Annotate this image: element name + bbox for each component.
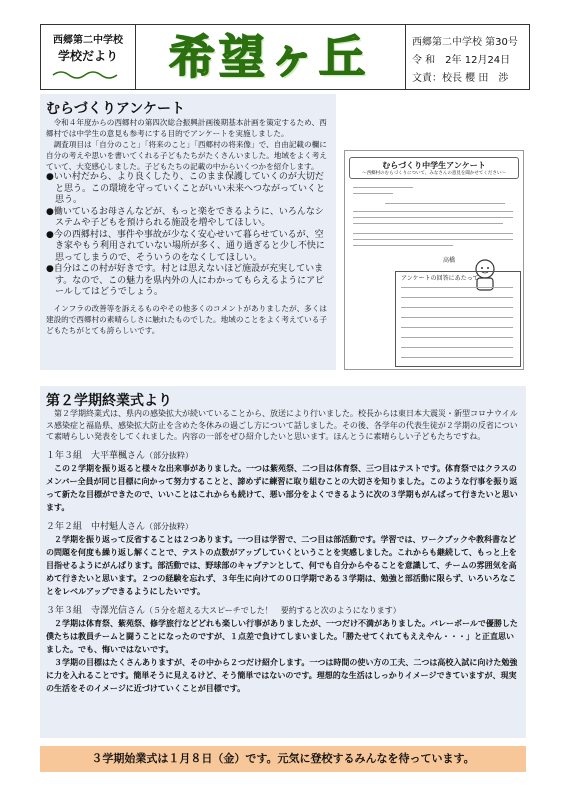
speech-note: （部分抜粋） <box>145 521 194 531</box>
speech-3-heading <box>46 605 520 617</box>
survey-heading: むらづくりアンケート <box>46 101 186 117</box>
survey-body <box>46 117 332 336</box>
issue-number: 西郷第二中学校 第30号 <box>412 37 518 48</box>
issue-date: 令 和 2年 12月24日 <box>412 55 511 66</box>
speech-3-text-2: ３学期の目標はたくさんありますが、その中から２つだけ紹介します。一つは時間の使い方の工夫、二つは高校入試に向けた勉強に力を入れることです。簡単そうに見えるけど、そう簡単ではないのです。理想的な生活はしっかりイメージできていますが、現実の生活をそのイメージに近づけていくことが目標です。 <box>46 657 518 693</box>
questionnaire-answer-box <box>395 271 521 367</box>
survey-bullet: ●働いているお母さんなどが、もっと楽をできるように、いろんなシステムや子どもを預けられる施設を増やしてほしい。 <box>46 206 324 228</box>
questionnaire-title-box <box>349 157 519 179</box>
issue-author: 文責：校長 櫻 田 渉 <box>412 73 509 84</box>
survey-bullet: ●今の西郷村は、事件や事故が少なく安心せいて暮らせているが、空き家やもう利用されていない場所が多く、通り過ぎると少し不快に思ってしまうので、そういうのをなくしてほしい。 <box>46 229 325 263</box>
survey-section <box>40 94 336 370</box>
speech-1-heading <box>46 450 520 462</box>
questionnaire-image <box>344 150 524 370</box>
questionnaire-signature: 高橋 <box>443 257 456 264</box>
speech-2-heading <box>46 521 520 533</box>
newsletter-title: 希望ヶ丘 <box>169 30 369 84</box>
ceremony-heading: 第２学期終業式より <box>46 393 172 409</box>
questionnaire-title: むらづくり中学生アンケート <box>382 161 486 170</box>
ceremony-intro: 第２学期終業式は、県内の感染拡大が続いていることから、放送により行いました。校長からは東日本大震災・新型コロナウイルス感染症と福島県、感染拡大防止を含めた冬休みの過ごし方について話しました。その後、各学年の代表生徒が２学期の反省について素晴らしい発表をしてくれました。内容の一部をぜひ紹介したいと思います。ほんとうに素晴らしい子どもたちですね。 <box>46 409 518 441</box>
questionnaire-box-label: アンケートの回答にあたって <box>401 275 479 282</box>
wave-decoration-icon <box>51 69 125 81</box>
masthead <box>40 24 530 90</box>
speaker-name: ３年３組 寺澤光信さん <box>46 605 146 616</box>
speech-2-text: ２学期を振り返って反省することは２つあります。一つ目は学習で、二つ目は部活動です。学習では、ワークブックや教科書などの問題を何度も繰り返し解くことで、テストの点数がアップしていくということを実感しました。これからも継続して、もっと上を目指せるようにがんばります。部活動では、野球部のキャプテンとして、何でも自分からやることを意識して、チームの雰囲気を高めて行きたいと思います。２つの経験を忘れず、３年生に向けての０口学期である３学期は、勉強と部活動に限らず、いろいろなことをレベルアップできるようにしたいです。 <box>46 534 517 596</box>
speaker-name: １年３組 大平華楓さん <box>46 450 146 461</box>
masthead-left <box>41 25 136 89</box>
questionnaire-subtitle: ～西郷村のむらづくりについて、みなさんの意見を聞かせてください～ <box>362 171 506 176</box>
school-name: 西郷第二中学校 <box>53 35 123 46</box>
ceremony-body <box>46 408 520 695</box>
speech-note: （５分を超える大スピーチでした！ 要約すると次のようになります） <box>145 605 401 615</box>
ceremony-section <box>40 386 526 738</box>
survey-intro: 令和４年度からの西郷村の第四次総合振興計画後期基本計画を策定するため、西郷村では中学生の意見も参考にする目的でアンケートを実施しました。 <box>46 118 327 138</box>
speaker-name: ２年２組 中村魁人さん <box>46 521 146 532</box>
issue-info <box>405 25 530 89</box>
survey-detail: 調査項目は「自分のこと」「将来のこと」「西郷村の将来像」で、自由記載の欄に自分の考えや思いを書いてくれる子どもたちがたくさんいました。地域をよく考えていて、大変感心しました。子どもたちの記載の中からいくつかを紹介します。 <box>46 140 327 171</box>
newsletter-name: 学校だより <box>57 49 118 63</box>
next-term-banner: ３学期始業式は１月８日（金）です。元気に登校するみんなを待っています。 <box>40 746 526 772</box>
survey-bullet: ●いい村だから、より良くしたり、このまま保護していくのが大切だと思う。この環境を守っていくことがいい未来へつながっていくと思う。 <box>46 172 326 205</box>
survey-bullet: ●自分はこの村が好きです。村とは思えないほど施設が充実しています。なので、この魅力を県内外の人にわかってもらえるようにアピールしてはどうでしょう。 <box>46 264 325 297</box>
survey-closing: インフラの改善等を訴えるものやその他多くのコメントがありましたが、多くは建設的で西郷村の素晴らしさに触れたものでした。地域のことをよく考えている子どもたちがとても誇らしいです。 <box>46 303 327 335</box>
speech-1-text: この２学期を振り返ると様々な出来事がありました。一つは紫苑祭、二つ目は体育祭、三つ目はテストです。体育祭ではクラスのメンバー全員が同じ目標に向かって努力することと、諦めずに練習に取り組むことの大切さを知りました。このような行事を振り返って新たな目標ができたので、いいことはこれからも続けて、悪い部分をよくできるように次の３学期もがんばって行きたいと思います。 <box>46 463 518 512</box>
speech-note: （部分抜粋） <box>145 450 194 460</box>
speech-3-text: ２学期は体育祭、紫苑祭、修学旅行などどれも楽しい行事がありましたが、一つだけ不満がありました。バレーボールで優勝した僕たちは教員チームと闘うことになったのですが、１点差で負けてしまいました。「勝たせてくれてもええやん・・・」と正直思いました。でも、悔いではないです。 <box>46 618 518 654</box>
